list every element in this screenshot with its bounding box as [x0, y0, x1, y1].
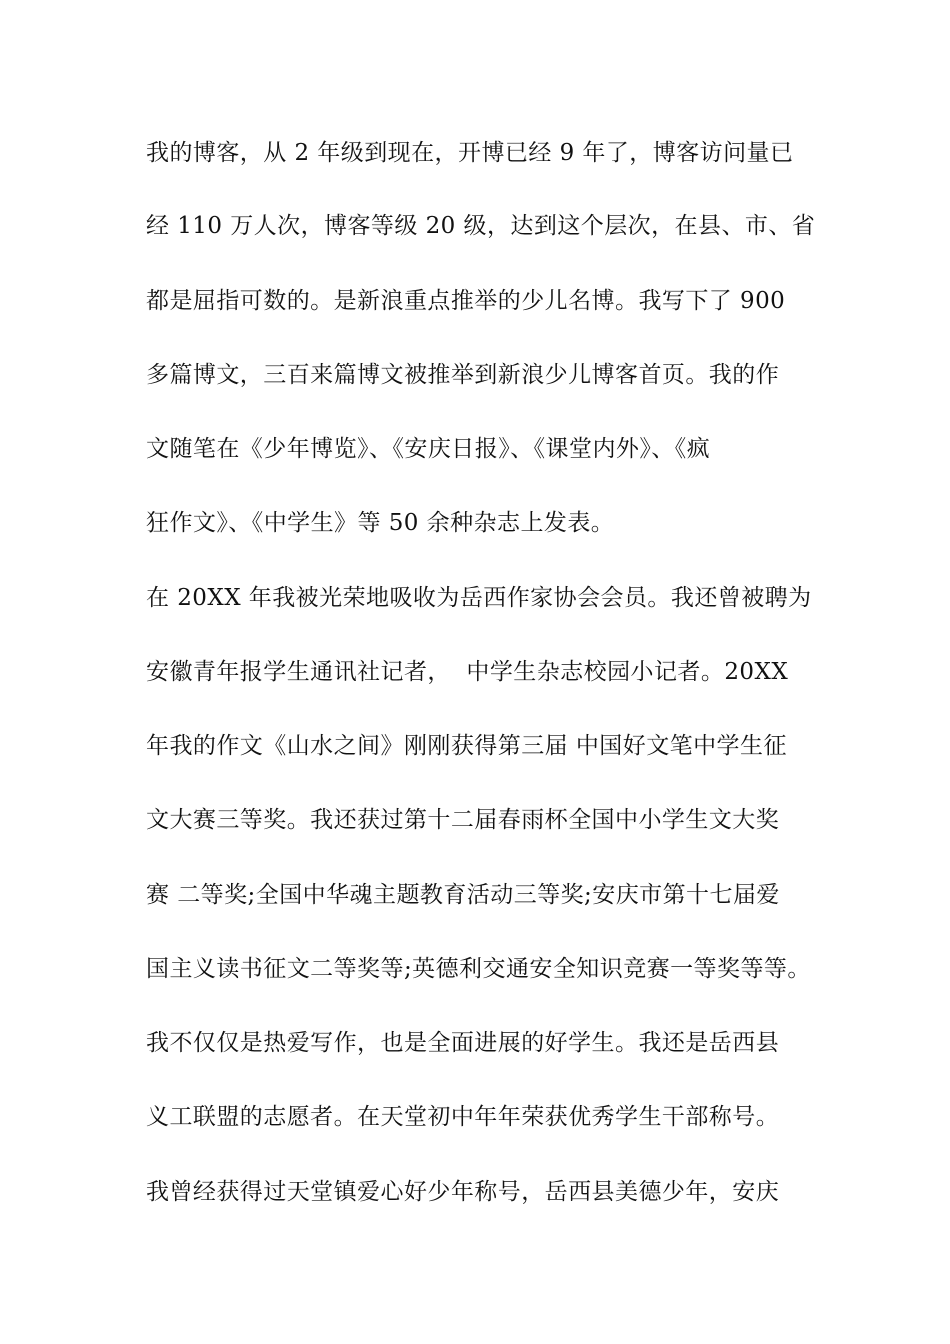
- text-line: 多篇博文，三百来篇博文被推举到新浪少儿博客首页。我的作: [146, 362, 780, 388]
- text-line: 文大赛三等奖。我还获过第十二届春雨杯全国中小学生文大奖: [146, 807, 780, 833]
- text-line: 年我的作文《山水之间》刚刚获得第三届 中国好文笔中学生征: [146, 733, 787, 759]
- text-line: 赛 二等奖;全国中华魂主题教育活动三等奖;安庆市第十七届爱: [146, 882, 780, 908]
- text-line: 经 110 万人次，博客等级 20 级，达到这个层次，在县、市、省: [146, 213, 816, 239]
- text-line: 我不仅仅是热爱写作，也是全面进展的好学生。我还是岳西县: [146, 1030, 780, 1056]
- text-line: 国主义读书征文二等奖等;英德利交通安全知识竞赛一等奖等等。: [146, 956, 811, 982]
- text-line: 安徽青年报学生通讯社记者， 中学生杂志校园小记者。20XX: [146, 659, 789, 685]
- text-line: 在 20XX 年我被光荣地吸收为岳西作家协会会员。我还曾被聘为: [146, 585, 812, 611]
- text-line: 都是屈指可数的。是新浪重点推举的少儿名博。我写下了 900: [146, 288, 786, 314]
- text-line: 狂作文》、《中学生》等 50 余种杂志上发表。: [146, 510, 615, 536]
- text-line: 文随笔在《少年博览》、《安庆日报》、《课堂内外》、《疯: [146, 436, 711, 462]
- text-line: 义工联盟的志愿者。在天堂初中年年荣获优秀学生干部称号。: [146, 1104, 780, 1130]
- text-line: 我曾经获得过天堂镇爱心好少年称号，岳西县美德少年，安庆: [146, 1179, 780, 1205]
- text-line: 我的博客，从 2 年级到现在，开博已经 9 年了，博客访问量已: [146, 140, 794, 166]
